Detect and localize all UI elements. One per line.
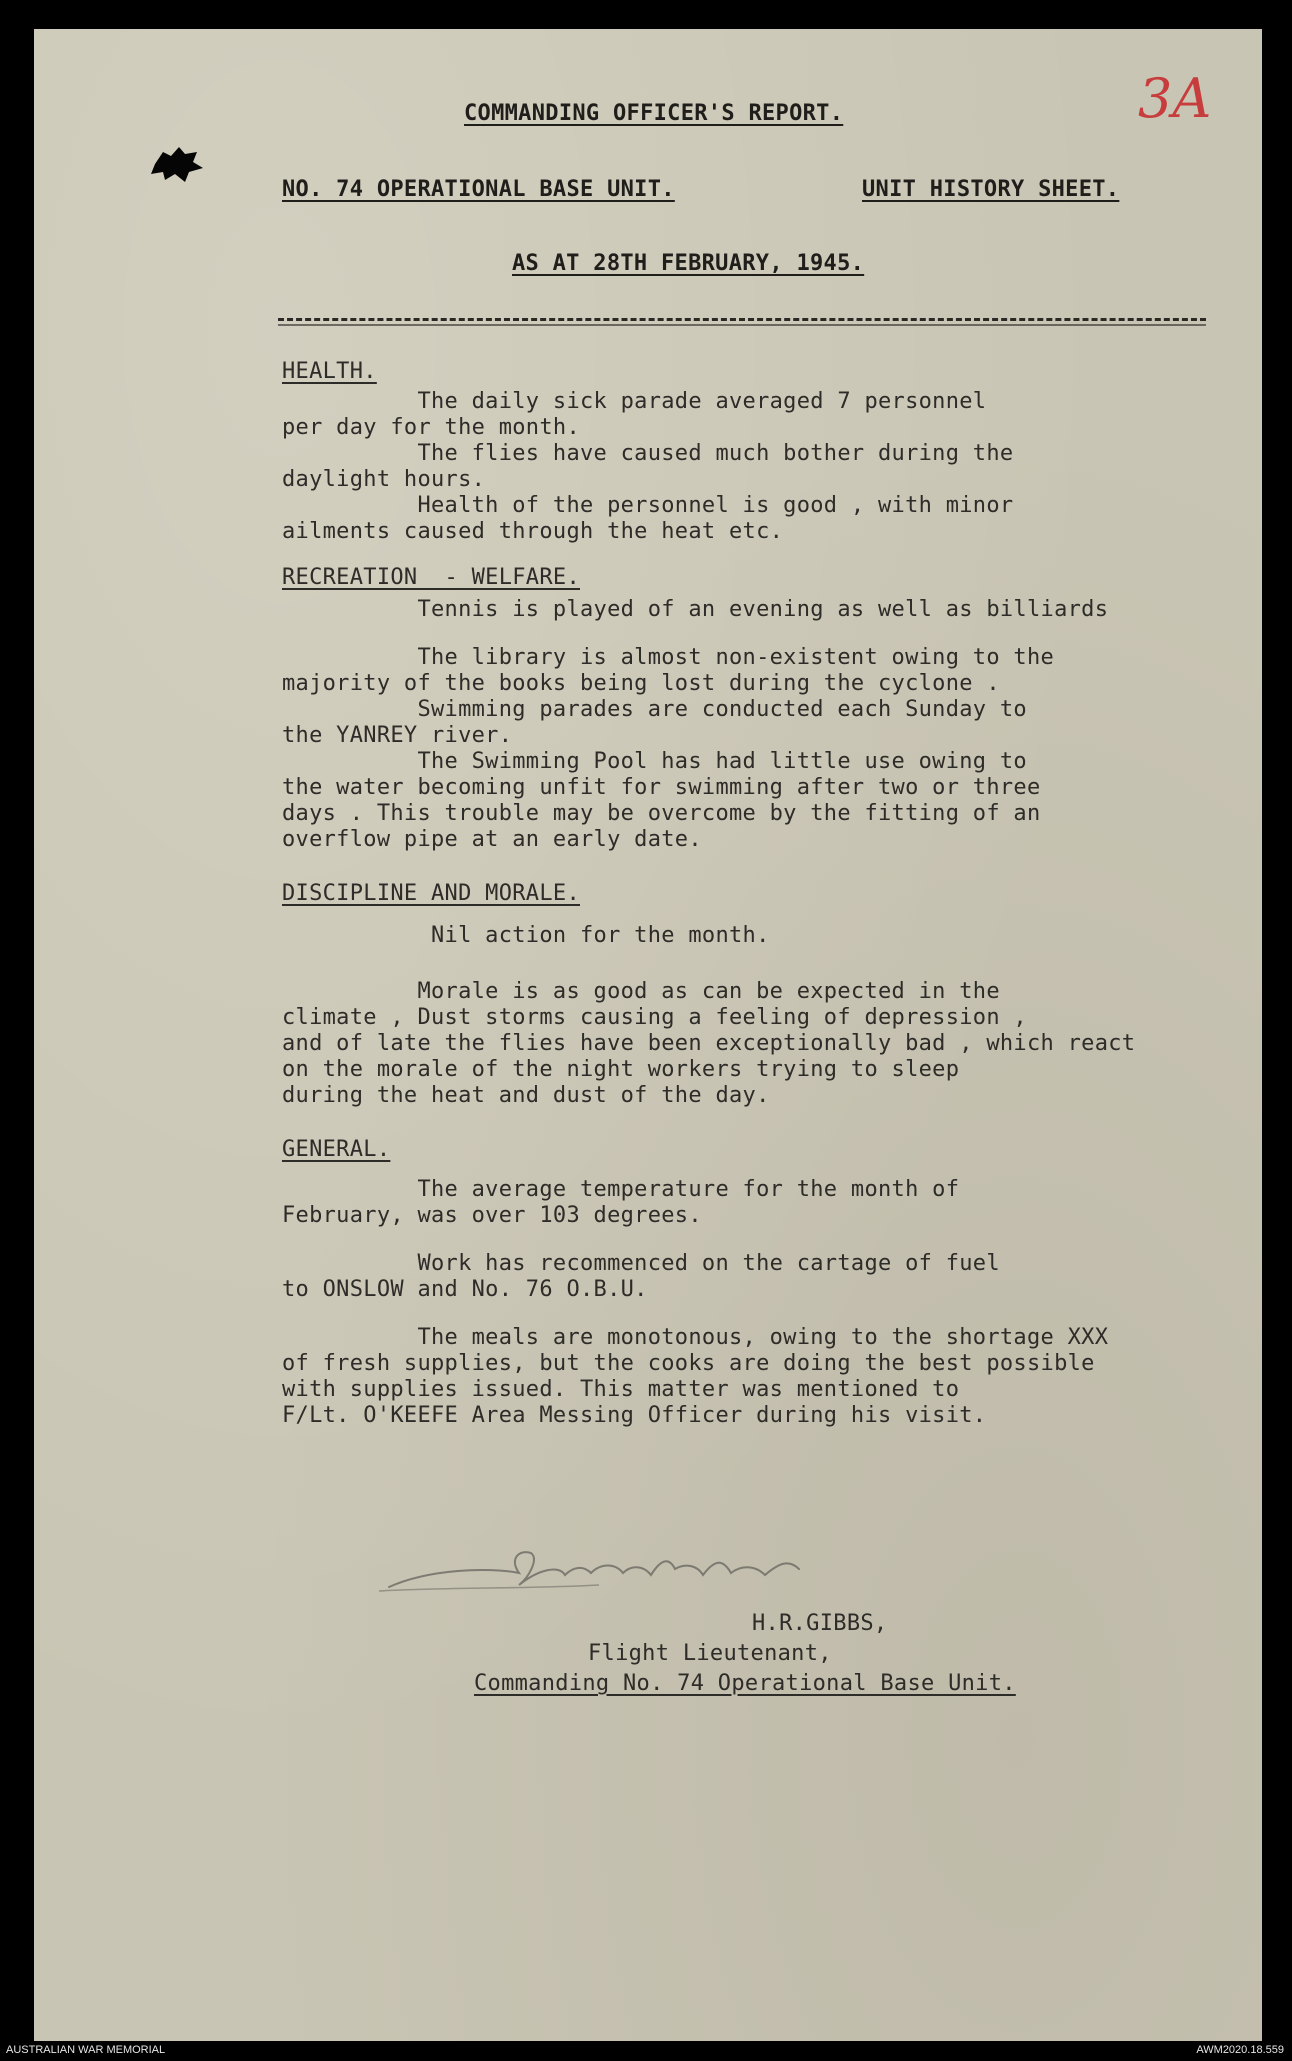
recreation-line: Swimming parades are conducted each Sunday to xyxy=(282,697,1027,722)
health-line: ailments caused through the heat etc. xyxy=(282,519,784,544)
unit-name: NO. 74 OPERATIONAL BASE UNIT. xyxy=(282,177,675,202)
torn-hole xyxy=(149,144,205,184)
recreation-line: overflow pipe at an early date. xyxy=(282,827,702,852)
discipline-line: and of late the flies have been exceptionally bad , which react xyxy=(282,1031,1136,1056)
report-date: AS AT 28TH FEBRUARY, 1945. xyxy=(512,251,865,276)
footer-accession-number: AWM2020.18.559 xyxy=(1196,2044,1284,2056)
general-line: to ONSLOW and No. 76 O.B.U. xyxy=(282,1277,648,1302)
discipline-line: Nil action for the month. xyxy=(282,923,770,948)
header-divider-line xyxy=(278,324,1206,326)
recreation-line: majority of the books being lost during the cyclone . xyxy=(282,671,1000,696)
general-line: with supplies issued. This matter was mentioned to xyxy=(282,1377,960,1402)
recreation-line: the water becoming unfit for swimming after two or three xyxy=(282,775,1041,800)
health-line: daylight hours. xyxy=(282,467,486,492)
signatory-name: H.R.GIBBS, xyxy=(752,1611,888,1636)
section-heading-discipline: DISCIPLINE AND MORALE. xyxy=(282,881,580,906)
sheet-type: UNIT HISTORY SHEET. xyxy=(862,177,1120,202)
general-line: February, was over 103 degrees. xyxy=(282,1203,702,1228)
document-page xyxy=(34,29,1262,2041)
discipline-line: on the morale of the night workers trying to sleep xyxy=(282,1057,960,1082)
signatory-role: Commanding No. 74 Operational Base Unit. xyxy=(474,1671,1016,1696)
general-line: The average temperature for the month of xyxy=(282,1177,960,1202)
section-heading-recreation: RECREATION - WELFARE. xyxy=(282,565,580,590)
discipline-line: during the heat and dust of the day. xyxy=(282,1083,770,1108)
recreation-line: the YANREY river. xyxy=(282,723,513,748)
signatory-rank: Flight Lieutenant, xyxy=(588,1641,832,1666)
general-line: F/Lt. O'KEEFE Area Messing Officer during his visit. xyxy=(282,1403,987,1428)
health-line: per day for the month. xyxy=(282,415,580,440)
discipline-line: climate , Dust storms causing a feeling of depression , xyxy=(282,1005,1027,1030)
recreation-line: The Swimming Pool has had little use owing to xyxy=(282,749,1027,774)
footer-source: AUSTRALIAN WAR MEMORIAL xyxy=(6,2044,166,2056)
health-line: Health of the personnel is good , with minor xyxy=(282,493,1014,518)
header-divider xyxy=(278,318,1206,321)
recreation-line: The library is almost non-existent owing to the xyxy=(282,645,1055,670)
signature-scribble xyxy=(369,1529,839,1599)
recreation-line: days . This trouble may be overcome by the fitting of an xyxy=(282,801,1041,826)
folio-mark: 3A xyxy=(1138,67,1212,130)
discipline-line: Morale is as good as can be expected in the xyxy=(282,979,1000,1004)
general-line: The meals are monotonous, owing to the shortage XXX xyxy=(282,1325,1109,1350)
general-line: of fresh supplies, but the cooks are doing the best possible xyxy=(282,1351,1095,1376)
general-line: Work has recommenced on the cartage of fuel xyxy=(282,1251,1000,1276)
health-line: The daily sick parade averaged 7 personnel xyxy=(282,389,987,414)
section-heading-health: HEALTH. xyxy=(282,359,377,384)
section-heading-general: GENERAL. xyxy=(282,1137,391,1162)
recreation-line: Tennis is played of an evening as well as billiards xyxy=(282,597,1109,622)
report-title: COMMANDING OFFICER'S REPORT. xyxy=(464,101,844,126)
health-line: The flies have caused much bother during the xyxy=(282,441,1014,466)
